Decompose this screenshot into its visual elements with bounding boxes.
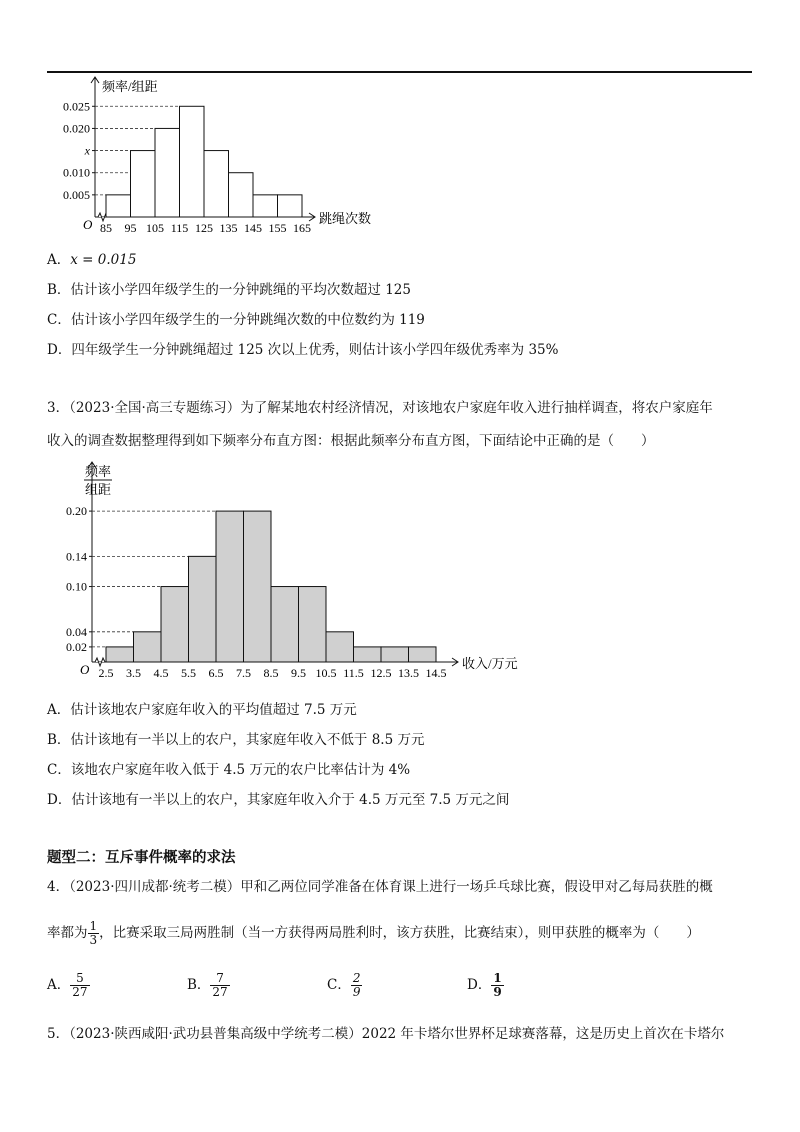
y-tick-label: 0.025 <box>63 99 90 114</box>
q4-stem-line1: 4．（2023·四川成都·统考二模）甲和乙两位同学准备在体育课上进行一场乒乓球比赛，假设甲对乙每局获胜的概 <box>47 879 713 895</box>
option-fraction <box>70 972 89 999</box>
y-tick-label: 0.04 <box>66 624 87 639</box>
x-tick-label: 10.5 <box>315 666 337 680</box>
x-tick-label: 105 <box>146 221 164 235</box>
origin-label: O <box>83 217 93 232</box>
y-tick-label: 0.005 <box>63 187 90 202</box>
option-label: B． <box>187 977 211 993</box>
q4-stem-suffix: ，比赛采取三局两胜制（当一方获得两局胜利时，该方获胜，比赛结束），则甲获胜的概率为（ ） <box>99 925 700 941</box>
x-tick-label: 165 <box>293 221 311 235</box>
q3-option-c: C．该地农户家庭年收入低于 4.5 万元的农户比率估计为 4% <box>47 762 411 778</box>
origin-label: O <box>80 662 90 677</box>
x-tick-label: 125 <box>195 221 213 235</box>
fraction-numerator: 2 <box>352 971 361 985</box>
x-tick-label: 5.5 <box>181 666 196 680</box>
fraction-denominator: 9 <box>493 985 502 999</box>
x-tick-label: 12.5 <box>370 666 392 680</box>
histogram-bar <box>216 511 244 662</box>
axis-break-mark <box>95 658 105 666</box>
histogram-income <box>40 460 530 690</box>
q3-stem-line2: 收入的调查数据整理得到如下频率分布直方图：根据此频率分布直方图，下面结论中正确的是（ ） <box>47 433 655 449</box>
q3-option-b: B．估计该地有一半以上的农户，其家庭年收入不低于 8.5 万元 <box>47 732 425 748</box>
x-axis-title: 跳绳次数 <box>319 211 372 226</box>
histogram-bar <box>229 173 254 217</box>
q4-option-c <box>327 972 362 999</box>
y-tick-label: 0.02 <box>66 639 87 654</box>
q4-probability-fraction <box>88 920 100 947</box>
x-tick-label: 115 <box>170 221 189 235</box>
y-tick-label: x <box>84 143 90 158</box>
y-tick-label: 0.10 <box>66 579 87 594</box>
histogram-bar <box>299 587 327 662</box>
histogram-bar <box>161 587 189 662</box>
q4-stem-prefix: 率都为 <box>47 925 88 941</box>
histogram-bar <box>155 128 180 217</box>
fraction-denominator: 27 <box>212 985 228 999</box>
y-tick-label: 0.14 <box>66 549 87 564</box>
histogram-bar <box>106 647 134 662</box>
y-axis-title-numerator: 频率 <box>85 464 112 479</box>
x-tick-label: 95 <box>124 221 137 235</box>
x-tick-label: 13.5 <box>398 666 419 680</box>
q4-stem-line2 <box>47 920 700 947</box>
x-tick-label: 8.5 <box>263 666 279 680</box>
section-title: 题型二：互斥事件概率的求法 <box>47 849 236 866</box>
fraction-numerator: 5 <box>76 971 84 985</box>
q2-option-b: B．估计该小学四年级学生的一分钟跳绳的平均次数超过 125 <box>47 282 411 298</box>
histogram-bar <box>271 587 299 662</box>
x-axis-title: 收入/万元 <box>462 656 518 671</box>
x-tick-label: 11.5 <box>343 666 364 680</box>
x-tick-label: 6.5 <box>208 666 224 680</box>
x-tick-label: 4.5 <box>153 666 169 680</box>
histogram-bar <box>134 632 162 662</box>
histogram-bar <box>180 106 205 217</box>
q2-option-a-expr: x = 0.015 <box>70 252 137 268</box>
histogram-bar <box>326 632 354 662</box>
fraction-denominator: 3 <box>89 933 98 947</box>
x-tick-label: 85 <box>100 221 112 235</box>
histogram-bar <box>189 556 217 662</box>
option-fraction <box>210 972 229 999</box>
histogram-bar <box>409 647 437 662</box>
histogram-bar <box>244 511 272 662</box>
histogram-bar <box>278 195 303 217</box>
y-tick-label: 0.020 <box>63 121 90 136</box>
x-tick-label: 2.5 <box>98 666 114 680</box>
option-label: D． <box>467 977 492 993</box>
x-tick-label: 7.5 <box>236 666 251 680</box>
x-tick-label: 135 <box>219 221 238 235</box>
y-tick-label: 0.010 <box>63 165 90 180</box>
y-axis-title: 频率/组距 <box>102 79 158 94</box>
fraction-numerator: 7 <box>216 971 224 985</box>
q3-stem-line1: 3．（2023·全国·高三专题练习）为了解某地农村经济情况，对该地农户家庭年收入进行抽样调查，将农户家庭年 <box>47 400 713 416</box>
y-axis-title-denominator: 组距 <box>85 482 112 497</box>
q2-option-a-label: A． <box>47 252 71 268</box>
fraction-denominator: 9 <box>352 985 361 999</box>
q4-option-a <box>47 972 90 999</box>
fraction-numerator: 1 <box>493 971 502 985</box>
q5-stem-line1: 5．（2023·陕西咸阳·武功县普集高级中学统考二模）2022 年卡塔尔世界杯足球赛落幕，这是历史上首次在卡塔尔 <box>47 1026 725 1042</box>
q3-option-d: D．估计该地有一半以上的农户，其家庭年收入介于 4.5 万元至 7.5 万元之间 <box>47 792 510 808</box>
histogram-bar <box>253 195 278 217</box>
x-tick-label: 9.5 <box>291 666 306 680</box>
option-fraction <box>491 972 503 999</box>
histogram-bar <box>354 647 382 662</box>
x-tick-label: 145 <box>244 221 262 235</box>
x-tick-label: 14.5 <box>425 666 447 680</box>
x-tick-label: 3.5 <box>126 666 141 680</box>
histogram-bar <box>131 151 156 217</box>
option-label: C． <box>327 977 351 993</box>
q2-option-d: D．四年级学生一分钟跳绳超过 125 次以上优秀，则估计该小学四年级优秀率为 35% <box>47 342 559 358</box>
x-tick-label: 155 <box>268 221 287 235</box>
q3-option-a: A．估计该地农户家庭年收入的平均值超过 7.5 万元 <box>47 702 357 718</box>
histogram-bar <box>204 151 229 217</box>
q2-option-a <box>47 251 136 269</box>
page-top-rule <box>47 71 752 73</box>
q2-option-c: C．估计该小学四年级学生的一分钟跳绳次数的中位数约为 119 <box>47 312 425 328</box>
q4-option-b <box>187 972 230 999</box>
q4-option-d <box>467 972 504 999</box>
histogram-bar <box>381 647 409 662</box>
option-label: A． <box>47 977 71 993</box>
histogram-jump-rope <box>40 75 400 240</box>
option-fraction <box>351 972 363 999</box>
fraction-numerator: 1 <box>89 919 98 933</box>
histogram-bar <box>106 195 131 217</box>
fraction-denominator: 27 <box>72 985 88 999</box>
y-tick-label: 0.20 <box>66 504 87 519</box>
